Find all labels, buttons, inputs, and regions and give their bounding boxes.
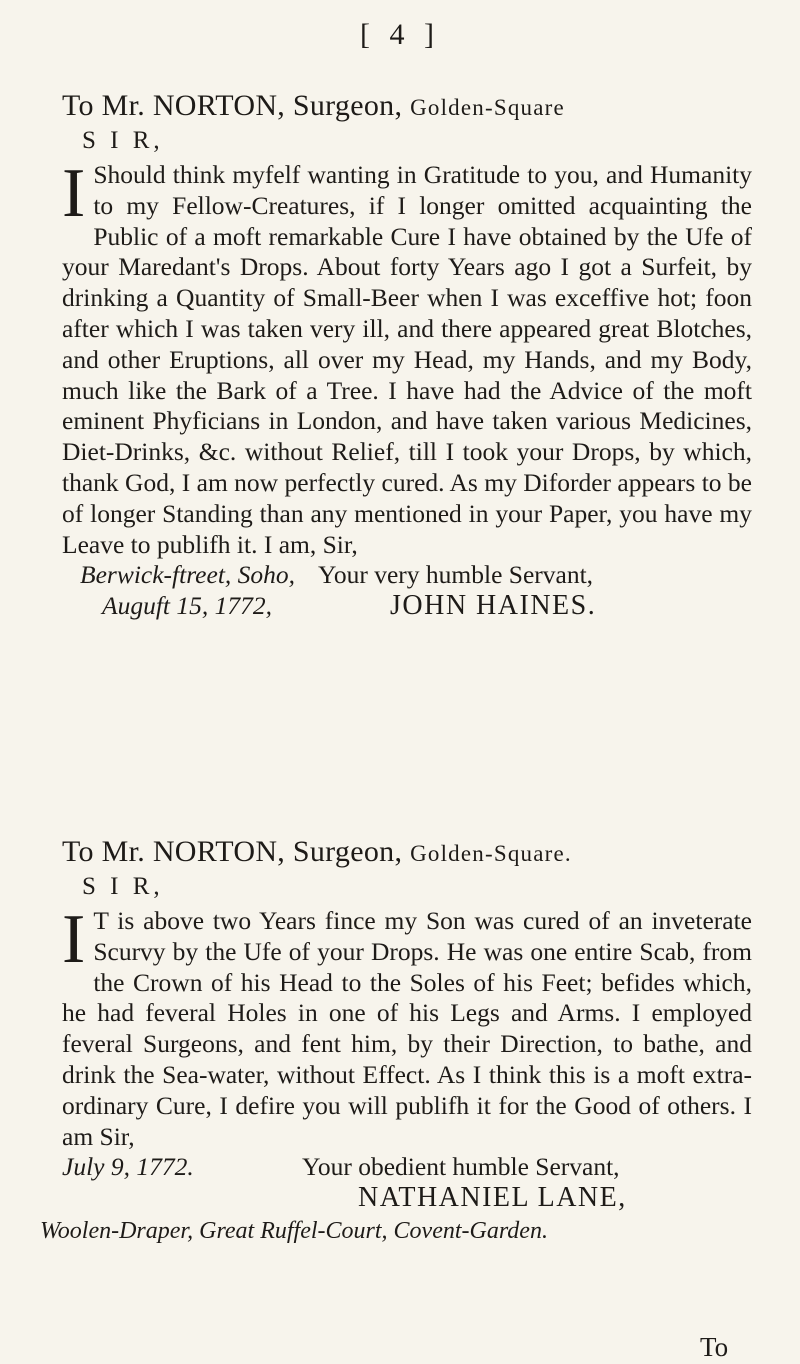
signer-name: JOHN HAINES. bbox=[390, 590, 597, 622]
letter-lane bbox=[40, 834, 752, 1245]
salutation: S I R, bbox=[82, 873, 164, 900]
signer-name: NATHANIEL LANE, bbox=[358, 1182, 627, 1214]
catchword: To bbox=[700, 1332, 729, 1362]
salutation: S I R, bbox=[82, 127, 164, 154]
address-place: Golden-Square bbox=[410, 95, 565, 120]
signer-address: Woolen-Draper, Great Ruffel-Court, Covent-Garden. bbox=[40, 1218, 548, 1245]
letter-body bbox=[62, 901, 752, 1152]
signature-block bbox=[62, 560, 752, 622]
letter-text: Should think myfelf wanting in Gratitude to you, and Humanity to my Fellow-Creatures, if I longer omitted acquainting the Public of a moft remarkable Cure I have obtained by the Ufe of your Maredant's Drops. About forty Years ago I got a Surfeit, by drinking a Quantity of Small-Beer when I was exceffive hot; foon after which I was taken very ill, and there appeared great Blotches, and other Eruptions, all over my Head, my Hands, and my Body, much like the Bark of a Tree. I have had the Advice of the moft eminent Phyficians in London, and have taken various Medicines, Diet-Drinks, &c. without Relief, till I took your Drops, by which, thank God, I am now perfectly cured. As my Diforder appears to be of longer Standing than any mentioned in your Paper, you have my Leave to publifh it. I am, Sir, bbox=[62, 160, 752, 559]
signature-block bbox=[40, 1152, 752, 1245]
addressee: To Mr. NORTON, Surgeon, bbox=[62, 835, 403, 868]
drop-cap: I bbox=[62, 155, 86, 232]
sign-date: July 9, 1772. bbox=[62, 1152, 194, 1182]
letter-body bbox=[62, 155, 752, 560]
addressee: To Mr. NORTON, Surgeon, bbox=[62, 89, 403, 122]
letter-heading bbox=[62, 834, 752, 872]
sign-place: Berwick-ftreet, Soho, bbox=[80, 560, 296, 590]
closing: Your obedient humble Servant, bbox=[302, 1152, 620, 1182]
drop-cap: I bbox=[62, 901, 86, 978]
letter-haines bbox=[62, 88, 752, 622]
letter-text: T is above two Years fince my Son was cured of an inveterate Scurvy by the Ufe of your Drops. He was one entire Scab, from the Crown of his Head to the Soles of his Feet; befides which, he had feveral Holes in one of his Legs and Arms. I employed feveral Surgeons, and fent him, by their Direction, to bathe, and drink the Sea-water, without Effect. As I think this is a moft extra-ordinary Cure, I defire you will publifh it for the Good of others. I am Sir, bbox=[62, 906, 752, 1151]
sign-date: Auguft 15, 1772, bbox=[102, 591, 272, 621]
letter-heading bbox=[62, 88, 752, 126]
address-place: Golden-Square. bbox=[410, 841, 572, 866]
closing: Your very humble Servant, bbox=[318, 560, 594, 590]
page-number: [ 4 ] bbox=[360, 18, 440, 51]
